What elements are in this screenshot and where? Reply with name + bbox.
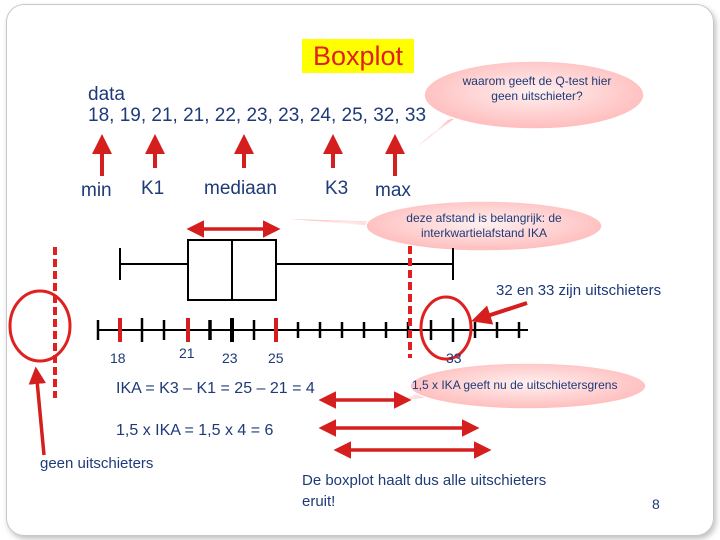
label-mediaan: mediaan <box>204 178 277 199</box>
circle-left <box>10 291 70 361</box>
page-number: 8 <box>652 496 660 512</box>
conclusion-line-1: De boxplot haalt dus alle uitschieters <box>302 472 547 489</box>
axis-label-25: 25 <box>268 350 284 366</box>
label-k1: K1 <box>141 178 165 199</box>
label-min: min <box>81 180 112 201</box>
boxplot <box>120 240 453 300</box>
callout-afstand: deze afstand is belangrijk: de interkwartielafstand IKA <box>406 211 562 240</box>
marker-21 <box>186 318 190 342</box>
marker-18 <box>118 318 122 342</box>
ika-formula: IKA = K3 – K1 = 25 – 21 = 4 <box>116 380 315 397</box>
arrow-geen <box>36 370 44 455</box>
outlier-circles <box>10 291 471 361</box>
axis-label-33: 33 <box>446 350 462 366</box>
callout-uitschieters: 32 en 33 zijn uitschieters <box>496 282 662 299</box>
ika-times: 1,5 x IKA = 1,5 x 4 = 6 <box>116 422 274 439</box>
arrow-outliers <box>475 303 527 320</box>
axis-label-21: 21 <box>179 345 195 361</box>
data-values: 18, 19, 21, 21, 22, 23, 23, 24, 25, 32, 33 <box>88 105 427 126</box>
conclusion-line-2: eruit! <box>302 493 336 510</box>
label-max: max <box>375 180 411 201</box>
axis-label-23: 23 <box>222 350 238 366</box>
page-title: Boxplot <box>302 39 414 73</box>
label-k3: K3 <box>325 178 349 199</box>
callout-grens: 1,5 x IKA geeft nu de uitschietersgrens <box>412 378 618 392</box>
marker-25 <box>274 318 278 342</box>
geen-uitschieters: geen uitschieters <box>40 455 154 472</box>
axis-label-18: 18 <box>110 350 126 366</box>
callout-q-test: waarom geeft de Q-test hier geen uitschieter? <box>462 74 612 103</box>
number-line <box>98 318 528 342</box>
label-arrows <box>102 138 395 176</box>
data-heading: data <box>88 84 125 105</box>
length-arrows <box>322 400 488 450</box>
